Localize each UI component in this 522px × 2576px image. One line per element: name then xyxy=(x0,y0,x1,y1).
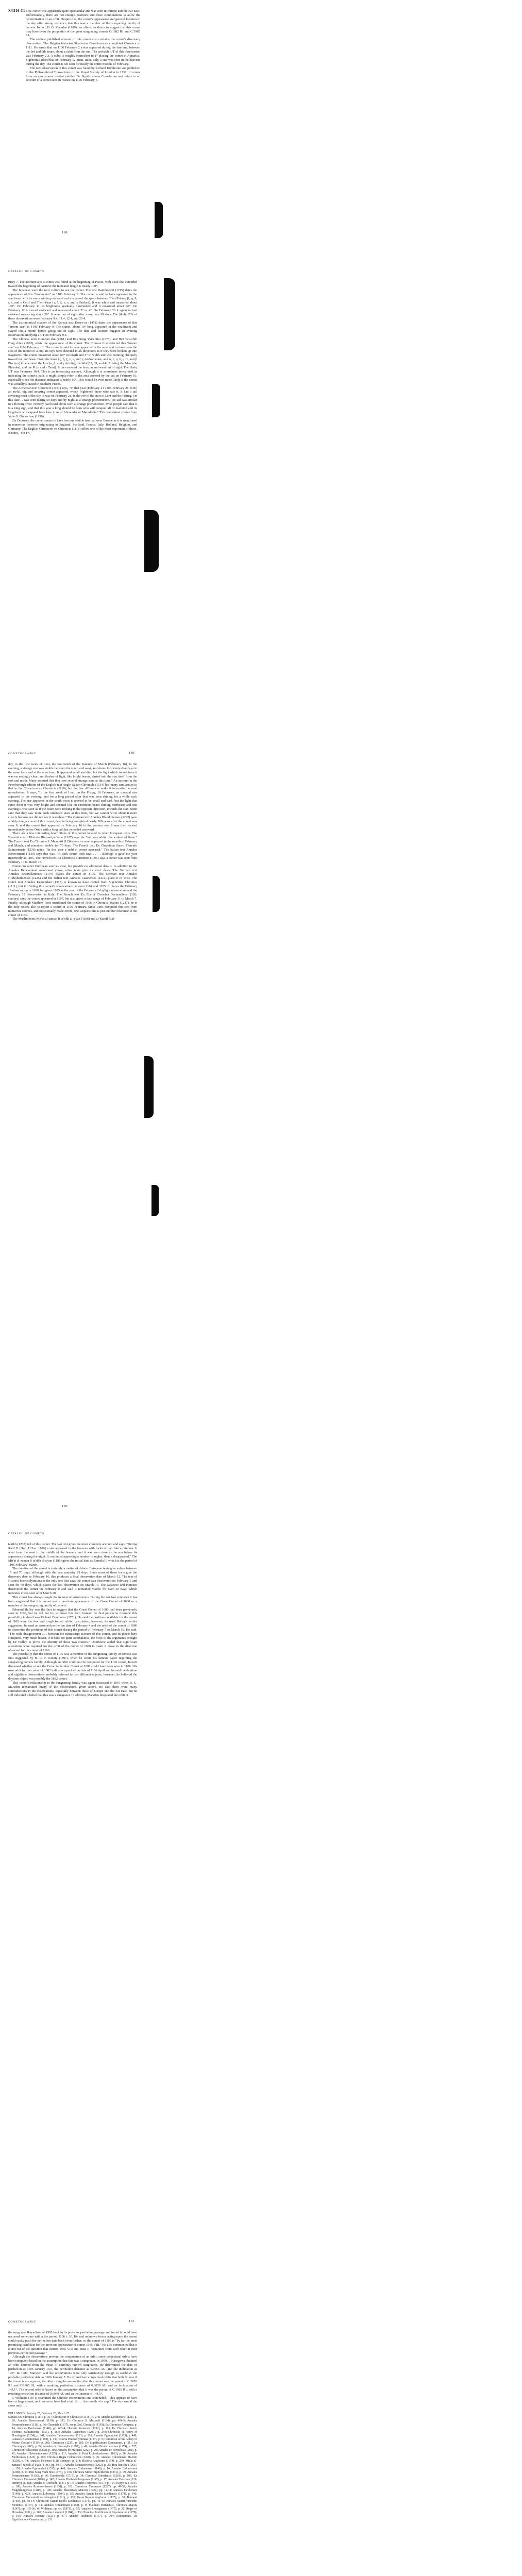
page-2 xyxy=(0,155,522,696)
running-head: COMETOGRAPHY xyxy=(8,2320,37,2324)
page-5-body xyxy=(8,2331,137,2522)
paragraph: The next observation of this comet was found by Richard Dunthorne and published in the Philosophical Transactions of the Royal Society of London in 1751. It comes from an anonymous treatise entitled De Significatione Cometarum and refers to an account of a comet seen in France on 1106 February 7. xyxy=(26,66,140,82)
page-number: 189 xyxy=(129,751,134,755)
page-3 xyxy=(0,732,522,1504)
paragraph: The Armenian text Chronicle (1131) says, "In that year [February 21 1105-February 21 1106] an awful, big and amazing comet appeared, which frightened those who saw it. It had a tail covering most of the sky. It was on February 21, in the eve of the start of Lent and the fasting. On this date ... was seen during 50 days and by night as a strange phenomenon." Its tail was similar to a flowing river. Nobody had heard about such a strange phenomenon. Wise people said that it is a king sign, and that this year a king should be born who will conquer all of mankind and its kingdoms will expand from here to as of Alexander or Macedonia." This translation comes from Vahe G. Gurzadyan (1998). xyxy=(8,386,137,418)
running-head: CATALOG OF COMETS xyxy=(8,1532,44,1535)
page-header: X/1106 C1 xyxy=(8,9,25,13)
paragraph: The Muslim texts Mir'at al-zaman fi ta'rikh al-a'yan (1186) and al-Kamil fi al- xyxy=(12,917,115,921)
paragraph: This comet has always caught the interest of astronomers. During the last two centuries it has been suggested that this comet was a previous appearance of the Great Comet of 1680 or a member of the sungrazing family of comets. xyxy=(8,1595,137,1607)
page-4-body xyxy=(8,1543,137,1697)
reference-entry: SOURCES: Chronica (1111), p. 367; Chronicon ex Chronicis (1118), p. 216; Annales Leodienses (1121), p. 29; Annales Beneventani (1130), p. 183; Ex Chronica S. Maxentii (1134), pp. 404-5; Annales Formoselenses (1136), p. 36; Chronicle (1137), see p. 2ed. Chronicle (1139); Ex Chronico Anonymo, p. 14; Annales Parchenses (1148), pp. 603-4; Historia Remensis (1152), p. 195; Ex Chronico Sancti Florentii Salmuriensis (1155), p. 267; Annales Casinenses (1206), p. 249; Chronicle of Henry of Huntingdon (1154), p. 241; Annales Cameracenses (1213), p. 510; Annales Egmundani (1315), p. 448; Annales Blandinienses (1292), p. 13; Historia Hierosolymitana (1127), p. 5; Chronicon of the Abbey of Monte Cassino (1139), p. 203; Chronicon (1235), p. 205; De Significatione Cometarum, p. 211; Le Chronique (1203), p. 24; Annales de Dunstaplia (1297), p. 49; Annales Brunwilarenses (1179), p. 727; Chronicon Valassense (1202), p. 106; Annales de Margan (1232), p. 29; Annales de Waverleia (1291), p. 42; Annales Hildesheimenses (1225), p. 111; Annales S. Petri Erphesfurdenses (1163), p. 26; Annales Mellicenses (1123), p. 501; Chronica Regia Coloniensis (1220), p. 45; Annales Colonienses Maximi (1238), p. 14; Annales Tielenses (12th century), p. 218; Historia Anglorum (1154), p. 239; Mir'at al-zaman fi ta'rikh al-a'yan (1186), pp. 50-51; Annales Monasterienses (1262), p. 27; Hou-han shu (1061), p. 158; Annales Egmundani (1315), p. 448; Annales Corbeienses (1148), p. 14; Annales Colonienses (1208), p. 13; Hsu Sung Yueh Shu (1073), p. 106; Chronica Minor Erphordensis (1261), p. 99; Annales Formoselenses (1136), p. 36; Dainihonshi (1715), p. 34; Chronica Erfordensis (1261), p. 106; Ex Chronico Turonensi (1096), p. 347; Annales Disibodenbergenses (1147), p. 17; Annales Tielenses (12th century), p. 218; Annales S. Disibodi (1147), p. 15; Annales Rodenses (1157), p. 704; Koryo-sa (1451), p. 108; Annales Rosenveldenses (1130), p. 102; Chronicon Turonense (1227), pp. 49-52; Annales Magdeburgenses (1188), p. 190; Annales Elnonenses Maiores (1224), pp. 11-14; Annales Parchenses (1148), p. 603; Annales Lobienses (1104), p. 55; Annales Sancti Iacobi Leodiensis (1174), p. 640; Chronicon Monasterii de Abingdon (1121), p. 135; Gesta Regum Anglorum (1125), p. 10; Bouquet (1781), pp. 19-14; Chronicon Sancti Iacobi Leodiensis (1174), pp. 46-47; Annales Sancti Vincentii Mettensis (1147), p. 34; Annales Ottenburani (1192), p. 9; Matthaei Parisiensis, Chronica Majora (1247), pp. 135-36; W. Williams, op. cit. (1871), p. 57; Annales Elwangenses (1477), p. 21; Roger of Hoveden (1201), p. 166; Annales Lamberti (1194), p. 15; Chronica Pontificum et Imperatorum (1278), p. 105; Annales Romani (1121), p. 477; Annales Rodenses (1157), p. 704; Anonymous, De Significatione Cometarum, p. 211. xyxy=(8,2416,137,2521)
page-number: 188 xyxy=(62,231,68,234)
page-number: 190 xyxy=(62,1504,68,1508)
page-number: 191 xyxy=(129,2319,134,2323)
page-1 xyxy=(0,0,522,144)
paragraph: ruary 7. The account says a comet was found at the beginning of Pisces, with a tail that extended toward the beginning of Gemini; the indicated length is nearly 100°. xyxy=(8,280,137,288)
reference-entry: FULL MOON: January 25, February 23, March 25 xyxy=(8,2412,70,2416)
paragraph: the sungrazer Ikeya-Seki of 1965 back to its previous perihelion passage and found it could have occurred sometime within the period 1106 ± 30. He said unknown forces acting upon the comet could easily push the perihelion date back even further, so the comet of 1106 is "by far the most promising candidate for the previous appearance of comet 1965 VIII." He also commented that it is not out of the question that comets 1965 VIII and 1882 II "separated from each other at their previous perihelion passage." xyxy=(8,2331,137,2355)
paragraph: I. Williams (1871) examined the Chinese observations and concluded, "This appears to have been a large comet, as it seems to have had a tail. It . . . the mouth of a cup." The size would the show only . . . xyxy=(8,2396,137,2408)
paragraph: The Japanese were the next culture to see the comet. The text Dainihonshi (1715) dates the appearance of this "broom star" as 1106 February 9. The comet is said to have appeared in the southwest with its ever-pointing rearward and trespassed the space between T'ien-Tshang [ξ, η, θ, ι, τ, and υ Ceti] and T'ien-Yuan [τ, δ, ζ, ν, ε, and η Eridani]. It was white and measured about 100°. On February 11 its brightness gradually diminished and it measured about 60°. On February 12 it moved eastward and measured about 3° or 4°. On February 20 it again moved eastward measuring about 20°. It went out of sight after more than 30 days. The likely UTs of these observations were February 9.4, 11.4, 12.4, and 20.4. xyxy=(8,288,137,321)
references xyxy=(8,2412,137,2522)
paragraph: The astronomical chapter of the Korean text Koryo-sa (1451) dates the appearance of this "broom star" to 1106 February 9. The comet, about 10° long, appeared in the southwest and stayed out a month before going out of sight. The date and location suggest an evening observation, implying a UT on February 9.4. xyxy=(8,321,137,337)
running-head: COMETOGRAPHY xyxy=(8,752,37,755)
paragraph: The earliest published account of this comet also contains the comet's discovery observation. The Belgian historian Sigebertus Gemblacensis completed Chronica in 1111. He wrote that on 1106 February 2 a star appeared during the daytime, between the 3rd and 9th hours, about a cubit from the sun. The probable UT of this observation was February 2.3. A cubit is roughly equivalent to 1° placing the comet in Aquarius. Sigebertus added that on February 12, men, Rain, Italy, a star was seen in the heavens during the day. The comet is not seen for nearly the entire months of February. xyxy=(26,38,140,66)
paragraph: The duration of the comet is certainly a matter of debate. European texts give values between 15 and 70 days, although with the vast majority 25 days. Since most of these texts give the discovery date as February 16, this produces a final observation date of March 12. The text of Historia Hierosolymitana is the only one that says the comet was discovered on February 5 and seen for 40 days, which places the last observation on March 17. The Japanese and Koreans discovered the comet on February 9 and said it remained visible for over 30 days, which indicates it was seen after March 10. xyxy=(8,1567,137,1595)
page-3-body xyxy=(8,762,137,921)
paragraph: There are a few interesting descriptions of this comet located in other European texts. The Byzantine text Historia Hierosolymitana (1127) says the "tail was white like a sheet of linen." The French text Ex Chronica S. Maxentii (1134) says a comet appeared in the month of February and March, and remained visible for 70 days. The French text Ex Chronicon Sancti Florentii Salmuriensis (1236) notes, "In this year a reddish comet appeared." The Italian text Annales Beneventani (1130) says this was, "A dark comet with rays . . . , although it gave the year incorrectly as 1105. The French text Ex Chronicis Turonensi (1096) says a comet was seen from February 16 to March 17. xyxy=(8,832,137,864)
page-2-body xyxy=(8,280,137,435)
paragraph: The possibility that the comet of 1106 was a member of the sungrazing family of comets was first suggested by H. C. F. Kreutz (1891), when he wrote his famous paper regarding the sungrazing comets family. Although an orbit could not be computed for the 1106 comet, Kreutz discussed whether or not the Great September Comet of 1882 could have been seen in 1106. His own orbit for the comet of 1882 indicates a perihelion date of 1106 April and he said the daytime and nighttime observations probably referred to two different objects; however, he believed the daytime object was possibly the 1882 comet. xyxy=(8,1652,137,1681)
paragraph: This comet was apparently quite spectacular and was seen in Europe and the Far East. Unfortunately, there are not enough positions and close combinations to allow the determination of an orbit. Despite this, the comet's appearance and general location in the sky offer strong evidence that this was a member of the sungrazing family of comets. In fact, B. G. Marsden (1989) has offered evidence to suggest that this comet may have been the progenitor of the great sungrazing comets C/1882 R1 and C/1965 S1. xyxy=(26,9,140,38)
paragraph: The Chinese texts Hou-han shu (1061) and Hsu Sung Yueh Shu (1073), and Hsü Tzu-chih t'ung chien (1082), relate the appearance of the comet. The Chinese first detected this "broom star" on 1106 February 10. The comet is said to have appeared in the west and to have been the size of the mouth of a cup. Its rays were directed to all directions as if they were broken up into fragments. The comet measured about 60° in length and 3° in width and was pointing obliquely toward the northeast. From the lunar [ξ, δ, ζ, ν, ε, and η Andromedae; and σ, τ, υ, δ, μ, ν, and β Piscium] it penetrated the Lou [α, β, and γ Arietis], the Wei [35, 39, and 41 Arietis], the Mao [the Pleiades], and the Pi [α and ε Tauri]. It then entered the horizon and went out of sight. The likely UT was February 10.4. This is an interesting account. Although it is sometimes interpreted as indicating the comet's path, it might simply refer to the area covered by the tail on February 10, especially since the distance indicated is nearly 60°. This would be even more likely if the comet was actually situated in southern Pisces. xyxy=(8,337,137,386)
page-5 xyxy=(0,2308,522,2576)
paragraph: Edmond Halley was the first to suggest that the Great Comet of 1680 had been previously seen in 1106, but he did not try to prove this fact; instead, he first person to examine this possibility in detail was Richard Dunthorne (1751). He said the positions available for the comet of 1106 were too few and rough for an orbital calculation; however, he used Halley's earlier suggestion, he used an assumed perihelion date of February 4 and the orbit of the comet of 1680 to determine the positions of this comet during the period of February 7 to March 16. He said, "The wide disagreement . . . between the manuscript account of this comet, and its places here computed, very much lessen, if it does not quite overbalance, the force of the arguments brought by Dr Halley to prove the identity of these two comets." Dunthorne added that significant alterations were required for the orbit of the comet of 1680 to make it move in the direction observed for the comet of 1106. xyxy=(8,1607,137,1652)
paragraph: day, in the first week of Lent, the fourteenth of the Kalends of March [February 16], in the evening, a strange star was visible between the south and west, and shone for twenty-five days in the same form and at the same hour. It appeared small and dim, but the light which issued from it was exceedingly clear; and flashes of light, like bright beams, darted into the star itself from the east and north. Many asserted that they saw several strange stars at this time." An account in the Peterborough edition of the English text Anglo-Saxon Chronicle (1154) has many similarities to that in the Chronicon ex Chronicis (1118), but the few differences make it interesting to read nevertheless. It says, "In the first week of Lent, on the Friday, 16 February, an unusual star appeared in the evening, and for a long period after that was seen shining for a while each evening. The star appeared in the south-west; it seemed to be small and dark, but the light that came from it was very bright and seemed like an enormous beam shining northeast; and one evening it was seen as if the beam were forking in the opposite direction, towards the star. Some said that they saw more such unknown stars at this time, but we cannot write about it more clearly because we did not see it ourselves." The German text Annales Blandinienses (1292) gave a fairly long account of this comet, despite being completed nearly 200 years after the comet was seen. It said the comet first appeared on February 16 in the western sky. It was then located immediately below Orion with a long tail that extended eastward. xyxy=(8,762,137,832)
paragraph: ta'rikh (1233) tell of this comet. The last text gives the more complete account and says, "During Rabi' II [Dec. 11/Jan. 1106] a star appeared in the heavens with locks of hair like a rainbow. It went from the west to the middle of the heavens and it was seen close to the sun before its appearance during the night. It continued appearing a number of nights, then it disappeared." The Mir'at al-zaman fi ta'rikh al-a'yan (1186) gives the initial date as Jumada II, which is the period of 1106 February-March. xyxy=(8,1543,137,1567)
paragraph: Numerous other European sources exist, but provide no additional details. In addition to the Annales Beneventani mentioned above, other texts give incorrect dates. The German text Annales Brunwilarenses (1179) places the comet in 1105. The German text Annales Hildesheimenses (1225) and the Italian text Annales Casinenses (1212) place it in 1104. The Dutch text Annales Egmundani (1315) is known to have copied from Sigebertus' Chronica (1111), but it dividing this comet's observations between 1104 and 1105. It places the February 16 observation in 1106, but gives 1105 as the year of the February 2 daylight observation and the February 12 observation in Italy. The French text Ex Eberci Chronica Fontanellensi (12th century) says the comet appeared in 1107, but also gives a date range of February 11 to March 7. Finally, although Matthew Paris mentioned the comet of 1106 in Chronica Majora (1247), he is the only source also to report a comet in 1106 February. Since Paris compiled this text from numerous sources, and occasionally made errors, one suspects this is just another reference to the comet of 1106. xyxy=(8,864,137,917)
paragraph: Although the observations prevent the computation of an orbit, some conjectural orbits have been computed based on the assumption that this was a sungrazer. In 1979, I. Hasegawa obtained an orbit derived from the mean of currently known sungrazers. He determined the date of perihelion as 1106 January 16.5, the perihelion distance as 0.0056 AU, and the inclination as 145°. In 1989, Marsden said the observations were only satisfactory enough to establish the probable perihelion date as 1106 January 5. He offered two conjectural orbits that both fit, one if the comet is a sungrazer, the other using the assumption that this comet was the parent of C/1882 R1 and C/1965 S1, with a resulting perihelion distance of 0.0039 AU and an inclination of 143.1°. The second orbit is based on the assumption that it was the parent of C/1963 R1, with a resulting perihelion distance of 0.0049 AU and an inclination of 144.5°. xyxy=(8,2355,137,2396)
running-head: CATALOG OF COMETS xyxy=(8,270,44,273)
page-4 xyxy=(0,1489,522,2293)
paragraph: This comet's relationship to the sungrazing family was again discussed in 1967 when B. G. Marsden reexamined many of the observations given above. He said there were many contradictions in the observations, especially between those of Europe and the Far East, but he still indicated a belief that this was a sungrazer. In addition, Marsden integrated the orbit of xyxy=(8,1681,137,1697)
paragraph: By February, the comet seems to have become visible from all over Europe as it is mentioned in numerous histories originating in England, Scotland, France, Italy, Holland, Belgium, and Germany. The English Chronicon ex Chronicis (1118) offers one of the most important of these. It notes, "On Fri- xyxy=(8,418,137,435)
page-1-body xyxy=(26,9,140,82)
